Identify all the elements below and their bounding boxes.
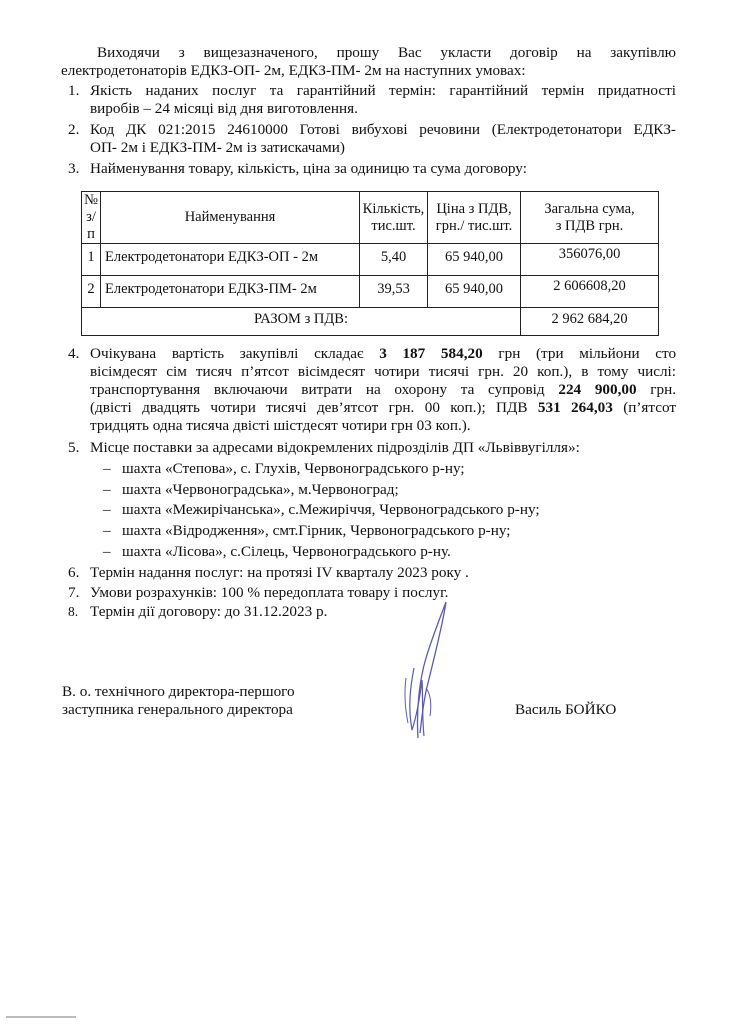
table-header-row <box>82 192 659 244</box>
goods-table <box>81 191 659 336</box>
signer-position-line-2: заступника генерального директора <box>62 701 293 718</box>
item-4-text: (двісті двадцять чотири тисячі дев’ятсот грн. 00 коп.); ПДВ <box>90 399 528 416</box>
delivery-address: шахта «Степова», с. Глухів, Червоноградського р-ну; <box>122 460 465 477</box>
header-price-line-2: грн./ тис.шт. <box>435 217 513 234</box>
expected-cost: 3 187 584,20 <box>379 345 483 362</box>
item-number: 1. <box>68 82 80 99</box>
item-1-line-1: Якість наданих послуг та гарантійний термін: гарантійний термін придатності <box>90 82 676 99</box>
bullet-dash: – <box>103 460 111 477</box>
item-7-line: Умови розрахунків: 100 % передоплата товару і послуг. <box>90 584 449 601</box>
header-total <box>521 192 659 244</box>
header-number-line-1: № <box>84 192 98 208</box>
item-2-line-1: Код ДК 021:2015 24610000 Готові вибухові речовини (Електродетонатори ЕДКЗ- <box>90 121 676 138</box>
row-price: 65 940,00 <box>428 276 521 308</box>
total-label: РАЗОМ з ПДВ: <box>82 308 521 336</box>
header-total-line-2: з ПДВ грн. <box>555 217 624 234</box>
row-price: 65 940,00 <box>428 244 521 276</box>
item-number: 4. <box>68 345 80 362</box>
scan-edge-mark <box>6 1016 76 1018</box>
row-quantity: 5,40 <box>360 244 428 276</box>
item-1-line-2: виробів – 24 місяці від дня виготовлення. <box>90 100 358 117</box>
item-2-line-2: ОП- 2м і ЕДКЗ-ПМ- 2м із затискачами) <box>90 139 345 156</box>
item-number: 5. <box>68 439 80 456</box>
row-total: 356076,00 <box>521 244 659 276</box>
item-4-line-3 <box>90 381 676 399</box>
row-quantity: 39,53 <box>360 276 428 308</box>
item-number: 2. <box>68 121 80 138</box>
item-4-line-5: тридцять одна тисяча двісті шістдесят чотири грн 03 коп.). <box>90 417 471 434</box>
item-4-text: (п’ятсот <box>623 399 677 416</box>
item-4-text: транспортування включаючи витрати на охорону та супровід <box>90 381 545 398</box>
header-name: Найменування <box>101 192 360 244</box>
item-4-line-2: вісімдесят сім тисяч п’ятсот вісімдесят чотири тисячі грн. 20 коп.), в тому числі: <box>90 363 676 380</box>
bullet-dash: – <box>103 522 111 539</box>
item-4-line-4 <box>90 399 676 417</box>
header-quantity-line-2: тис.шт. <box>371 217 416 234</box>
row-number: 2 <box>82 276 101 308</box>
row-name: Електродетонатори ЕДКЗ-ОП - 2м <box>101 244 360 276</box>
item-6-line: Термін надання послуг: на протязі IV кварталу 2023 року . <box>90 564 469 581</box>
delivery-address: шахта «Відродження», смт.Гірник, Червоноградського р-ну; <box>122 522 511 539</box>
header-price-line-1: Ціна з ПДВ, <box>436 200 512 217</box>
signer-name: Василь БОЙКО <box>515 701 617 718</box>
delivery-address: шахта «Межирічанська», с.Межиріччя, Червоноградського р-ну; <box>122 501 540 518</box>
item-number: 3. <box>68 160 80 177</box>
bullet-dash: – <box>103 501 111 518</box>
item-4-line-1 <box>90 345 676 363</box>
bullet-dash: – <box>103 481 111 498</box>
intro-line-1: Виходячи з вищезазначеного, прошу Вас укласти договір на закупівлю <box>97 44 676 61</box>
header-price <box>428 192 521 244</box>
header-number-line-2: з/п <box>86 209 96 242</box>
item-5-line: Місце поставки за адресами відокремлених підрозділів ДП «Львіввугілля»: <box>90 439 580 456</box>
delivery-address: шахта «Червоноградська», м.Червоноград; <box>122 481 399 498</box>
header-total-line-1: Загальна сума, <box>544 200 635 217</box>
item-number: 7. <box>68 584 80 601</box>
delivery-address: шахта «Лісова», с.Сілець, Червоноградського р-ну. <box>122 543 451 560</box>
signer-position-line-1: В. о. технічного директора-першого <box>62 683 295 700</box>
row-name: Електродетонатори ЕДКЗ-ПМ- 2м <box>101 276 360 308</box>
table-row <box>82 276 659 308</box>
item-8-line: Термін дії договору: до 31.12.2023 р. <box>90 603 328 620</box>
transport-cost: 224 900,00 <box>558 381 637 398</box>
handwritten-signature-icon <box>396 598 466 748</box>
item-4-text: Очікувана вартість закупівлі складає <box>90 345 364 362</box>
intro-line-2: електродетонаторів ЕДКЗ-ОП- 2м, ЕДКЗ-ПМ- 2м на наступних умовах: <box>61 62 526 79</box>
vat-amount: 531 264,03 <box>537 399 613 416</box>
table-row <box>82 244 659 276</box>
row-number: 1 <box>82 244 101 276</box>
total-value: 2 962 684,20 <box>521 308 659 336</box>
row-total: 2 606608,20 <box>521 276 659 308</box>
table-total-row <box>82 308 659 336</box>
item-4-text: грн. <box>650 381 677 398</box>
header-quantity-line-1: Кількість, <box>362 200 425 217</box>
item-4-text: грн (три мільйони сто <box>498 345 677 362</box>
header-number <box>82 192 101 244</box>
bullet-dash: – <box>103 543 111 560</box>
item-number: 6. <box>68 564 80 581</box>
item-number: 8. <box>68 604 79 619</box>
header-quantity <box>360 192 428 244</box>
item-3-line: Найменування товару, кількість, ціна за одиницю та сума договору: <box>90 160 527 177</box>
